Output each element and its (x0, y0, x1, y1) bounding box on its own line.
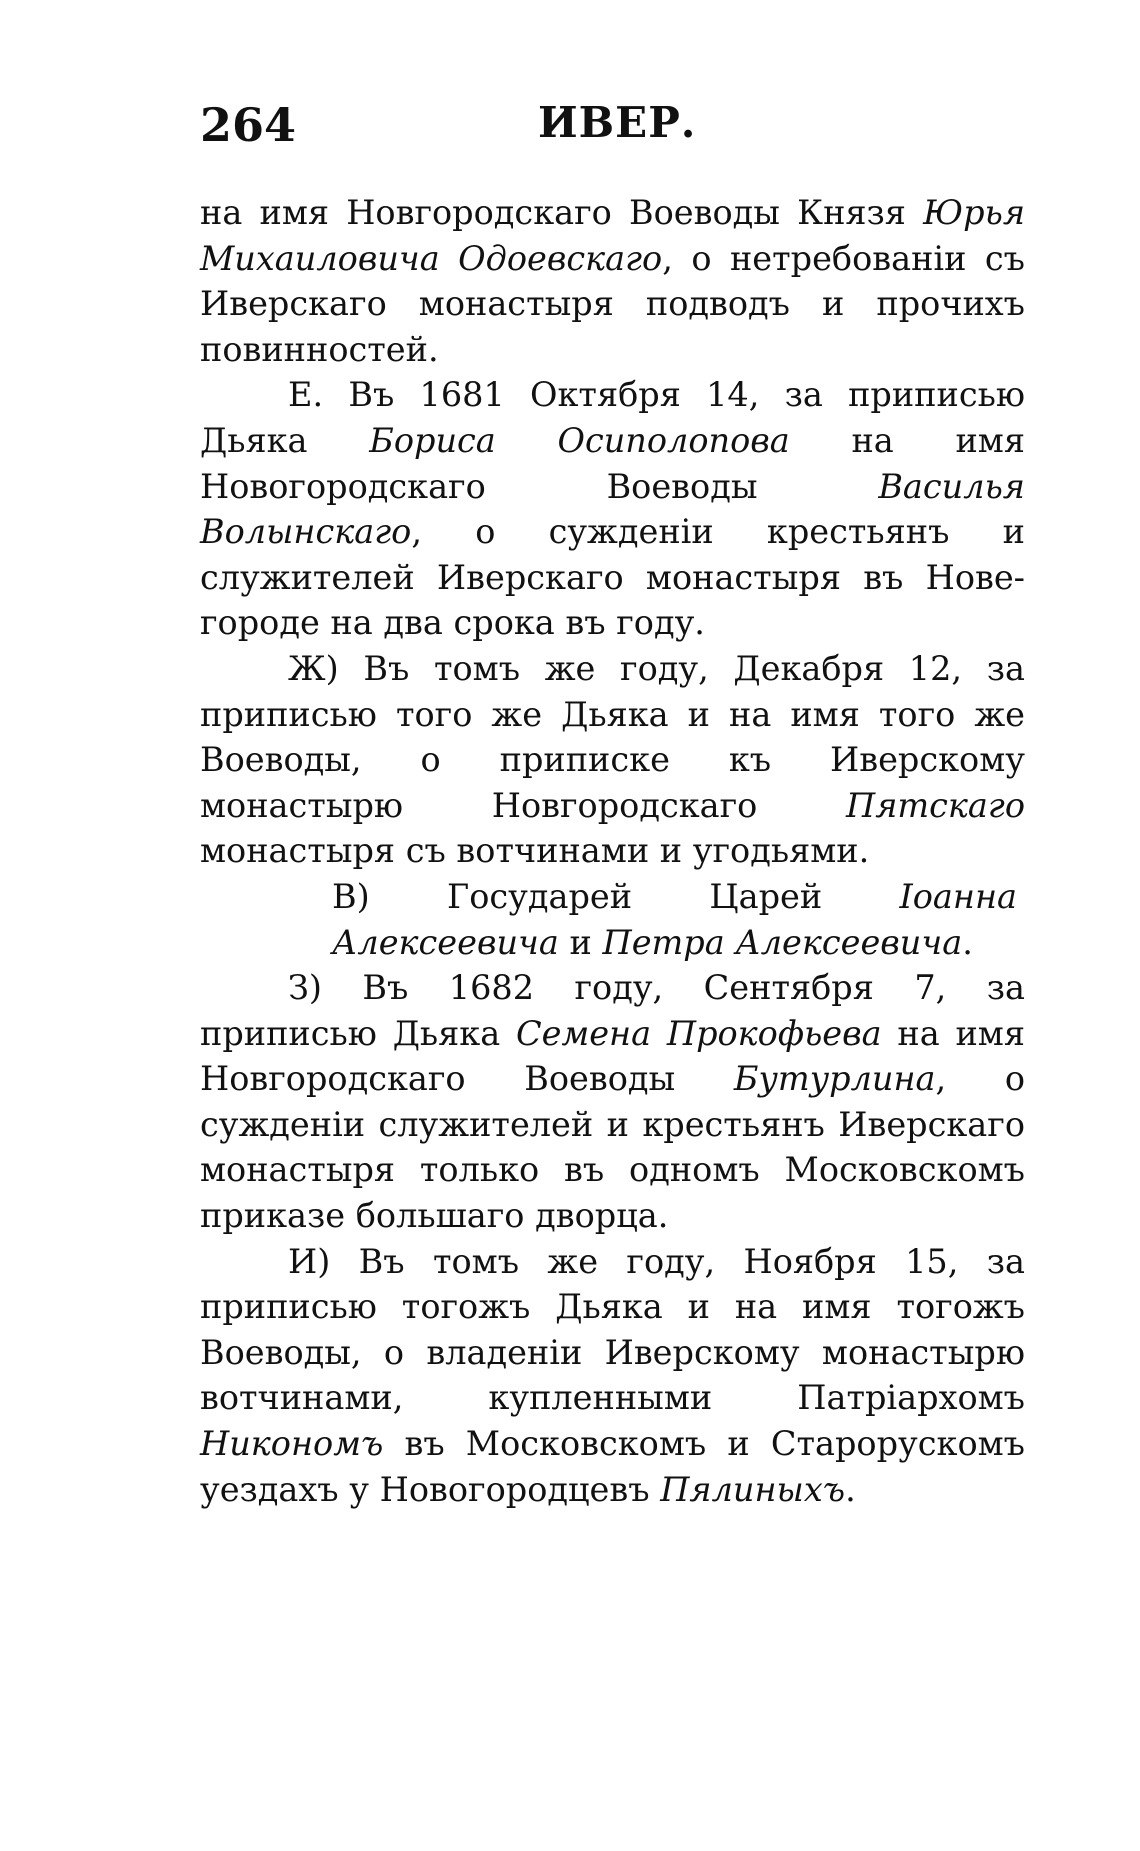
italic-name: Іоанна Алексеевича (332, 876, 1017, 962)
body-text (200, 190, 1025, 1512)
italic-name: Василья Волынскаго (200, 466, 1025, 552)
text-run: и (558, 922, 603, 962)
text-run: , о сужденіи крестьянъ и служителей Иверскаго монастыря въ Нове-городе на два срока въ году. (200, 512, 1025, 643)
running-head: ИВЕР. (538, 98, 697, 147)
italic-name: Бутурлина (733, 1059, 936, 1099)
text-run: И) Въ томъ же году, Ноября 15, за приписью тогожъ Дьяка и на имя тогожъ Воеводы, о владеніи Иверскому монастырю вотчинами, купленными Патріархомъ (200, 1241, 1025, 1418)
italic-name: Петра Алексеевича (602, 922, 963, 962)
italic-name: Бориса Осиполопова (369, 420, 790, 460)
entry-paragraph (200, 646, 1025, 874)
text-run: Ж) Въ томъ же году, Декабря 12, за приписью того же Дьяка и на имя того же Воеводы, о приписке къ Иверскому монастырю Новгородскаго (200, 648, 1025, 825)
text-run: Е. Въ 1681 Октября 14, за приписью Дьяка (200, 375, 1025, 460)
entry-paragraph (200, 372, 1025, 646)
text-run: . (845, 1469, 856, 1509)
entry-paragraph (200, 1239, 1025, 1513)
text-run: З) Въ 1682 году, Сентября 7, за приписью Дьяка (200, 968, 1025, 1053)
text-run: , о нетребованіи съ Иверскаго монастыря подводъ и прочихъ повинностей. (200, 238, 1025, 369)
page-number: 264 (200, 98, 297, 152)
italic-name: Никономъ (200, 1424, 384, 1464)
text-run: монастыря съ вотчинами и угодьями. (200, 831, 870, 871)
text-run: на имя Новгородскаго Воеводы Князя (200, 193, 924, 232)
entry-paragraph (200, 190, 1025, 372)
italic-name: Семена Прокофьева (515, 1013, 882, 1053)
italic-name: Пялиныхъ (660, 1469, 846, 1509)
entry-paragraph (200, 965, 1025, 1239)
text-run: на имя Новогородскаго Воеводы (200, 420, 1025, 506)
italic-name: Пятскаго (846, 785, 1025, 825)
page-header (200, 98, 1020, 168)
text-run: , о сужденіи служителей и крестьянъ Иверскаго монастыря только въ одномъ Московскомъ приказе большаго дворца. (200, 1059, 1026, 1236)
italic-name: Юрья Михаиловича Одоевскаго (200, 193, 1025, 278)
text-run: . (962, 922, 973, 962)
section-heading (200, 874, 1025, 965)
text-run: въ Московскомъ и Старорускомъ уездахъ у Новогородцевъ (200, 1424, 1025, 1509)
text-run: на имя Новгородскаго Воеводы (200, 1013, 1025, 1099)
text-run: В) Государей Царей (332, 876, 900, 916)
